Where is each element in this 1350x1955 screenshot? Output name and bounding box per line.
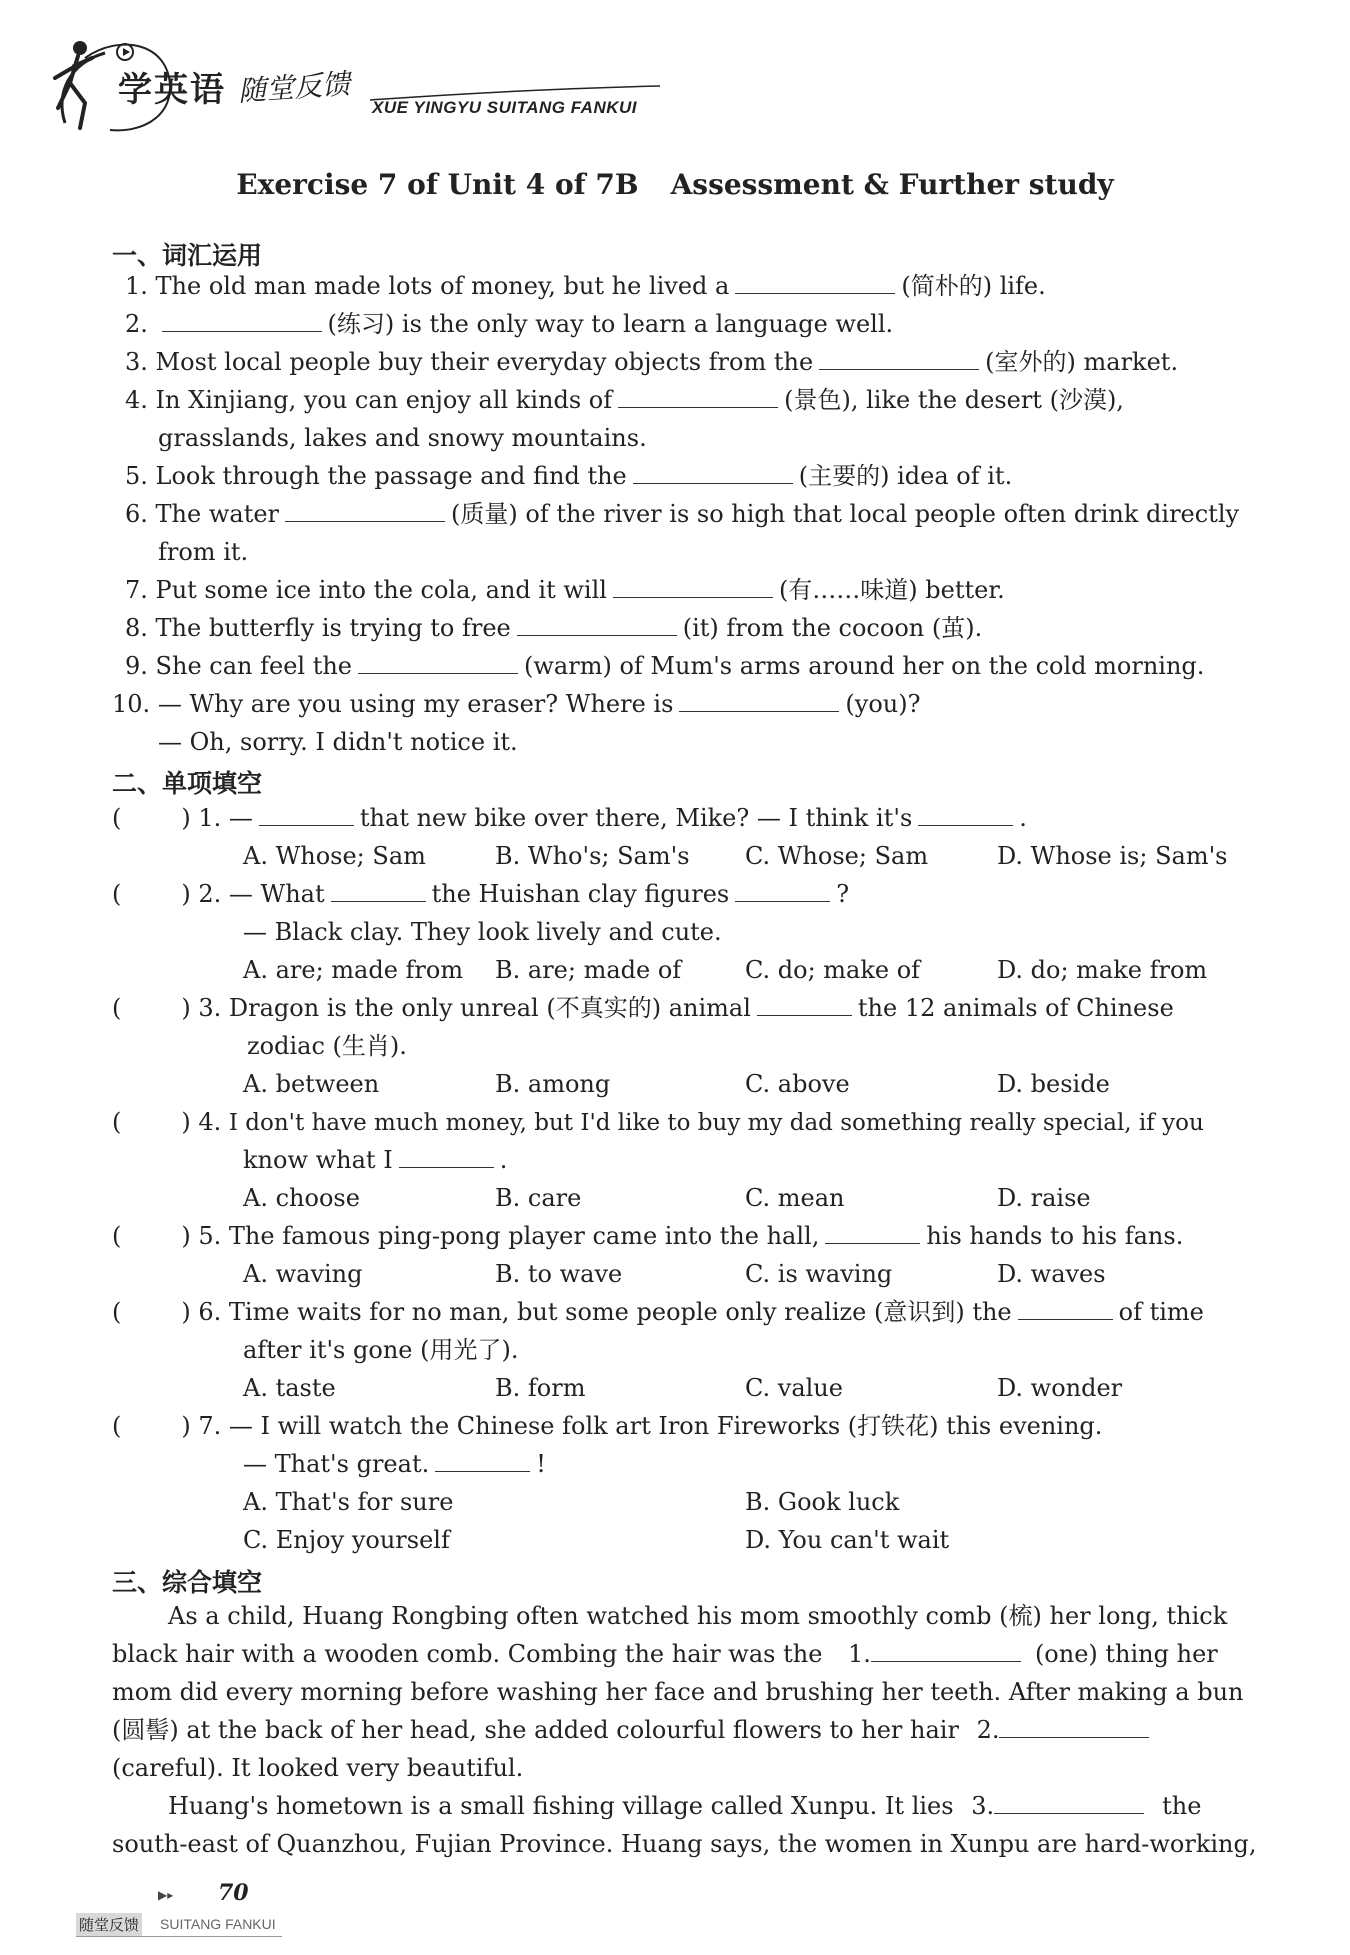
option[interactable]: C. Whose; Sam	[745, 842, 929, 870]
footer-tag-cn: 随堂反馈	[76, 1913, 142, 1936]
passage-line: mom did every morning before washing her face and brushing her teeth. After making a bun	[112, 1678, 1244, 1706]
section1-heading: 一、词汇运用	[112, 241, 263, 270]
option[interactable]: A. between	[243, 1070, 380, 1098]
option[interactable]: C. is waving	[745, 1260, 893, 1288]
question-number: ) 3.	[181, 994, 222, 1022]
brand-pinyin: XUE YINGYU SUITANG FANKUI	[372, 98, 638, 117]
item-hint: (有……味道) better.	[778, 576, 1005, 604]
vocab-item	[125, 613, 982, 643]
item-number: 9.	[125, 652, 148, 680]
answer-blank[interactable]	[679, 689, 839, 712]
answer-blank[interactable]	[435, 1449, 530, 1472]
section2-heading: 二、单项填空	[112, 769, 263, 798]
vocab-item	[125, 651, 1204, 681]
item-number: 8.	[125, 614, 148, 642]
answer-paren[interactable]: (	[112, 1222, 122, 1250]
item-hint: (主要的) idea of it.	[798, 462, 1013, 490]
mc-question	[112, 879, 849, 909]
passage-text: the	[1162, 1792, 1202, 1820]
page-number: 70	[218, 1880, 249, 1906]
question-cont: after it's gone (用光了).	[243, 1336, 519, 1364]
question-text: Dragon is the only unreal (不真实的) animal	[228, 994, 751, 1022]
question-text: !	[536, 1450, 546, 1478]
item-hint: (it) from the cocoon (茧).	[682, 614, 983, 642]
question-number: ) 1.	[181, 804, 222, 832]
title-left: Exercise 7 of Unit 4 of 7B	[236, 168, 639, 201]
mc-question	[112, 1297, 1204, 1327]
question-text: — I will watch the Chinese folk art Iron Fireworks (打铁花) this evening.	[228, 1412, 1103, 1440]
question-number: ) 4.	[181, 1108, 222, 1136]
option[interactable]: D. do; make from	[997, 956, 1208, 984]
question-text: The famous ping-pong player came into the hall,	[228, 1222, 820, 1250]
item-hint: (简朴的) life.	[901, 272, 1046, 300]
vocab-item-cont: grasslands, lakes and snowy mountains.	[158, 424, 647, 452]
option[interactable]: A. taste	[243, 1374, 336, 1402]
item-text: In Xinjiang, you can enjoy all kinds of	[155, 386, 613, 414]
item-number: 5.	[125, 462, 148, 490]
option[interactable]: C. Enjoy yourself	[243, 1526, 450, 1554]
title-right: Assessment & Further study	[670, 168, 1114, 201]
answer-blank[interactable]	[162, 309, 322, 332]
item-hint: (室外的) market.	[985, 348, 1179, 376]
passage-text: (one) thing her	[1034, 1640, 1218, 1668]
passage-text: Huang's hometown is a small fishing village called Xunpu. It lies	[168, 1792, 954, 1820]
item-text: She can feel the	[155, 652, 353, 680]
answer-blank[interactable]	[618, 385, 778, 408]
blank-number: 3.	[971, 1792, 995, 1820]
question-text: I don't have much money, but I'd like to buy my dad something really special, if you	[228, 1110, 1204, 1136]
passage-line: south-east of Quanzhou, Fujian Province. Huang says, the women in Xunpu are hard-working,	[112, 1830, 1257, 1858]
answer-blank[interactable]	[735, 879, 830, 902]
answer-paren[interactable]: (	[112, 1298, 122, 1326]
option[interactable]: B. form	[495, 1374, 586, 1402]
item-text: Look through the passage and find the	[155, 462, 627, 490]
question-text: the Huishan clay figures	[431, 880, 730, 908]
item-number: 4.	[125, 386, 148, 414]
vocab-item-cont: — Oh, sorry. I didn't notice it.	[158, 728, 518, 756]
item-text: Most local people buy their everyday objects from the	[155, 348, 814, 376]
item-hint: (质量) of the river is so high that local people often drink directly	[451, 500, 1240, 528]
question-text: the 12 animals of Chinese	[857, 994, 1174, 1022]
answer-paren[interactable]: (	[112, 1412, 122, 1440]
mc-question	[112, 1411, 1102, 1441]
option[interactable]: A. choose	[243, 1184, 360, 1212]
option[interactable]: C. above	[745, 1070, 850, 1098]
option[interactable]: B. Gook luck	[745, 1488, 900, 1516]
item-hint: (warm) of Mum's arms around her on the cold morning.	[524, 652, 1205, 680]
mc-question	[112, 803, 1027, 833]
answer-blank[interactable]	[825, 1221, 920, 1244]
option[interactable]: A. Whose; Sam	[243, 842, 426, 870]
answer-paren[interactable]: (	[112, 994, 122, 1022]
vocab-item	[125, 347, 1178, 377]
option[interactable]: A. That's for sure	[243, 1488, 454, 1516]
item-number: 3.	[125, 348, 148, 376]
blank-number: 1.	[848, 1640, 871, 1668]
passage-line: As a child, Huang Rongbing often watched his mom smoothly comb (梳) her long, thick	[168, 1602, 1228, 1630]
item-number: 10.	[112, 690, 151, 718]
answer-blank[interactable]	[1018, 1297, 1113, 1320]
vocab-item	[112, 689, 920, 719]
answer-blank[interactable]	[399, 1145, 494, 1168]
item-number: 7.	[125, 576, 148, 604]
vocab-item	[125, 385, 1124, 415]
vocab-item	[125, 271, 1046, 301]
footer-tag-en: SUITANG FANKUI	[160, 1916, 276, 1932]
passage-line	[112, 1715, 1155, 1745]
mc-question	[112, 1107, 1204, 1138]
item-number: 2.	[125, 310, 148, 338]
brand-subtitle: 随堂反馈	[237, 67, 352, 108]
question-number: ) 6.	[181, 1298, 222, 1326]
question-text: ?	[836, 880, 850, 908]
option[interactable]: B. care	[495, 1184, 582, 1212]
option[interactable]: B. Who's; Sam's	[495, 842, 690, 870]
answer-blank[interactable]	[819, 347, 979, 370]
question-text: — That's great.	[243, 1450, 430, 1478]
blank-number: 2.	[976, 1716, 1000, 1744]
item-hint: (练习) is the only way to learn a language well.	[327, 310, 894, 338]
question-reply: — Black clay. They look lively and cute.	[243, 918, 722, 946]
vocab-item	[125, 499, 1239, 529]
question-text: —	[228, 804, 253, 832]
answer-blank[interactable]	[735, 271, 895, 294]
question-text: that new bike over there, Mike? — I think it's	[359, 804, 913, 832]
question-text: Time waits for no man, but some people only realize (意识到) the	[228, 1298, 1012, 1326]
vocab-item	[125, 575, 1005, 605]
double-arrow-icon: ▶▸	[158, 1888, 174, 1902]
item-text: The butterfly is trying to free	[155, 614, 511, 642]
question-number: ) 7.	[181, 1412, 222, 1440]
question-text: his hands to his fans.	[926, 1222, 1184, 1250]
answer-paren[interactable]: (	[112, 804, 122, 832]
answer-blank[interactable]	[517, 613, 677, 636]
option[interactable]: B. among	[495, 1070, 611, 1098]
item-text: Put some ice into the cola, and it will	[155, 576, 607, 604]
answer-blank[interactable]	[757, 993, 852, 1016]
answer-blank[interactable]	[331, 879, 426, 902]
item-text: The water	[155, 500, 280, 528]
question-cont: zodiac (生肖).	[247, 1032, 407, 1060]
question-number: ) 2.	[181, 880, 222, 908]
question-reply	[243, 1449, 546, 1479]
answer-blank[interactable]	[613, 575, 773, 598]
answer-blank[interactable]	[358, 651, 518, 674]
answer-blank[interactable]	[259, 803, 354, 826]
item-text: — Why are you using my eraser? Where is	[157, 690, 674, 718]
vocab-item	[125, 461, 1012, 491]
passage-line	[112, 1639, 1257, 1669]
passage-text: (圆髻) at the back of her head, she added colourful flowers to her hair	[112, 1716, 959, 1744]
question-text: know what I	[243, 1146, 393, 1174]
option[interactable]: A. waving	[243, 1260, 363, 1288]
question-text: — What	[228, 880, 325, 908]
option[interactable]: C. do; make of	[745, 956, 921, 984]
mc-question	[112, 1221, 1183, 1251]
question-cont	[243, 1145, 507, 1175]
option[interactable]: D. Whose is; Sam's	[997, 842, 1228, 870]
answer-blank[interactable]	[285, 499, 445, 522]
option[interactable]: C. value	[745, 1374, 843, 1402]
vocab-item	[125, 309, 893, 339]
passage-line: (careful). It looked very beautiful.	[112, 1754, 524, 1782]
question-text: .	[1019, 804, 1027, 832]
option[interactable]: A. are; made from	[243, 956, 464, 984]
option[interactable]: B. to wave	[495, 1260, 623, 1288]
footer-tag	[76, 1912, 282, 1937]
answer-blank[interactable]	[871, 1639, 1021, 1662]
passage-text: black hair with a wooden comb. Combing the hair was the	[112, 1640, 823, 1668]
item-text: The old man made lots of money, but he lived a	[155, 272, 730, 300]
item-hint: (景色), like the desert (沙漠),	[784, 386, 1124, 414]
option[interactable]: B. are; made of	[495, 956, 682, 984]
passage-line	[168, 1791, 1201, 1821]
question-text: .	[499, 1146, 508, 1174]
option[interactable]: D. raise	[997, 1184, 1091, 1212]
option[interactable]: D. waves	[997, 1260, 1106, 1288]
option[interactable]: D. beside	[997, 1070, 1110, 1098]
question-number: ) 5.	[181, 1222, 222, 1250]
item-number: 6.	[125, 500, 148, 528]
answer-blank[interactable]	[994, 1791, 1144, 1814]
answer-blank[interactable]	[999, 1715, 1149, 1738]
option[interactable]: D. wonder	[997, 1374, 1123, 1402]
item-number: 1.	[125, 272, 148, 300]
answer-paren[interactable]: (	[112, 1108, 122, 1136]
vocab-item-cont: from it.	[158, 538, 249, 566]
answer-blank[interactable]	[633, 461, 793, 484]
section3-heading: 三、综合填空	[112, 1568, 263, 1597]
brand-title: 学英语	[118, 70, 226, 110]
option[interactable]: C. mean	[745, 1184, 845, 1212]
page-title	[0, 168, 1350, 201]
question-text: of time	[1118, 1298, 1204, 1326]
answer-blank[interactable]	[918, 803, 1013, 826]
answer-paren[interactable]: (	[112, 880, 122, 908]
mc-question	[112, 993, 1174, 1023]
option[interactable]: D. You can't wait	[745, 1526, 950, 1554]
item-hint: (you)?	[845, 690, 921, 718]
